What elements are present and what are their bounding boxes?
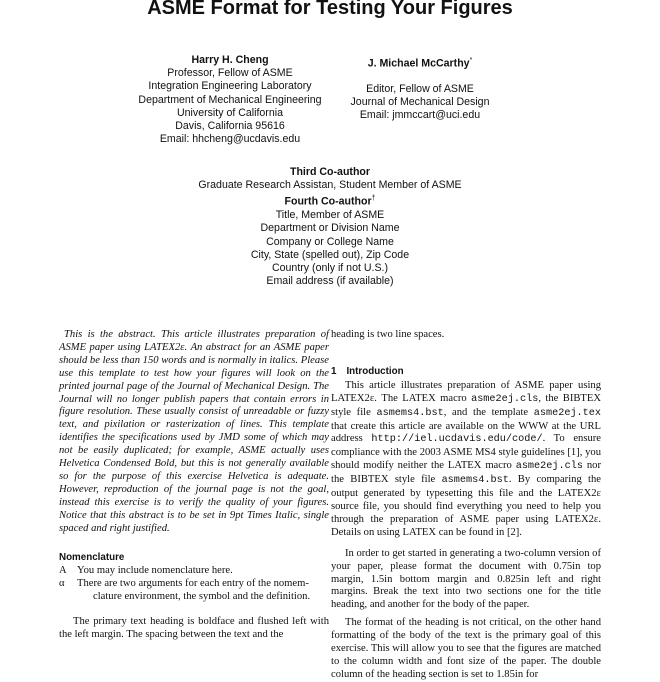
author-email: Email: hhcheng@ucdavis.edu bbox=[159, 133, 301, 146]
author-affiliation-line: Editor, Fellow of ASME bbox=[366, 82, 474, 95]
body-paragraph: This article illustrates preparation of ASME paper using LATEX2ε. The LATEX macro asme2ej.cls, the BIBTEX style file asmems4.bst, and the template asme2ej.tex that create this article are available on the WWW at the URL address http://iel.ucdavis.edu/code/. To ensure compliance with the 2003 ASME MS4 style guidelines [1], you should modify neither the LATEX macro asme2ej.cls nor the BIBTEX style file asmems4.bst. By comparing the output generated by typesetting this file and the LATEX2ε source file, you should find everything you need to help you through the preparation of ASME paper using LATEX2ε. Details on using LATEX can be found in [2]. bbox=[331, 379, 602, 538]
nomenclature-item bbox=[59, 565, 329, 578]
author-name: J. Michael McCarthy* bbox=[367, 57, 473, 70]
author-affiliation-line: Journal of Mechanical Design bbox=[350, 95, 490, 108]
author-block-1 bbox=[120, 54, 340, 146]
url-text: http://iel.ucdavis.edu/code/ bbox=[371, 434, 543, 446]
code-text: asme2ej.cls bbox=[471, 393, 539, 405]
right-column bbox=[331, 329, 601, 682]
author-email: Email address (if available) bbox=[266, 275, 394, 288]
author-affiliation-line: Professor, Fellow of ASME bbox=[167, 67, 293, 80]
author-block-2 bbox=[325, 54, 515, 122]
footnote-mark: † bbox=[371, 195, 376, 203]
author-name: Third Co-author bbox=[289, 166, 371, 178]
author-affiliation-line: Integration Engineering Laboratory bbox=[148, 80, 312, 93]
abstract: This is the abstract. This article illustrates preparation of ASME paper using LATEX2ε. An abstract for an ASME paper should be less than 150 words and is normally in italics. Please use this template to test how your figures will look on the printed journal page of the Journal of Mechanical Design. The Journal will no longer publish papers that contain errors in figure resolution. These usually consist of unreadable or fuzzy text, and pixilation or rasterization of lines. This template identifies the specifications used by JMD some of which may not be easily duplicated; for example, ASME actually uses Helvetica Condensed Bold, but this is not generally available so for the purpose of this exercise Helvetica is adequate. However, reproduction of the journal page is not the goal, instead this exercise is to verify the quality of your figures. Notice that this abstract is to be set in 9pt Times Italic, single spaced and right justified. bbox=[59, 329, 329, 534]
nomenclature-definition: You may include nomenclature here. bbox=[77, 565, 233, 577]
nomenclature-symbol: α bbox=[59, 578, 65, 590]
code-text: asmems4.bst bbox=[376, 407, 444, 419]
author-name: Fourth Co-author† bbox=[284, 195, 376, 208]
footnote-mark: * bbox=[469, 57, 473, 64]
nomenclature-heading: Nomenclature bbox=[59, 551, 125, 563]
left-column bbox=[59, 329, 329, 642]
body-paragraph: In order to get started in generating a two-column version of your paper, please format the document with 0.75in top margin, 1.5in bottom margin and 0.825in left and right margins. Break the text into two sections one for the title heading, and another for the body of the paper. bbox=[331, 547, 601, 611]
author-affiliation-line: Title, Member of ASME bbox=[275, 209, 385, 222]
body-paragraph: The primary text heading is boldface and flushed left with the left margin. The spacing between the text and the bbox=[59, 616, 329, 641]
paper-title: ASME Format for Testing Your Figures bbox=[147, 0, 513, 19]
section-title: Introduction bbox=[346, 365, 404, 377]
body-paragraph: The format of the heading is not critical, on the other hand formatting of the body of the text is the primary goal of this exercise. This will allow you to see that the figures are matched to the column width and font size of the paper. The double column of the heading section is set to 1.85in for bbox=[331, 617, 601, 680]
nomenclature-item bbox=[59, 578, 329, 604]
author-email: Email: jmmccart@uci.edu bbox=[359, 109, 481, 122]
author-affiliation-line: Company or College Name bbox=[266, 235, 394, 248]
author-affiliation-line: University of California bbox=[177, 106, 283, 119]
section-heading-introduction bbox=[331, 366, 601, 379]
author-block-3-4 bbox=[130, 166, 530, 288]
nomenclature-definition: There are two arguments for each entry of the nomem- clature environment, the symbol and the definition. bbox=[77, 578, 311, 603]
author-name: Harry H. Cheng bbox=[191, 54, 269, 66]
author-affiliation-line: Country (only if not U.S.) bbox=[272, 261, 388, 274]
author-affiliation-line: Graduate Research Assistan, Student Member of ASME bbox=[198, 179, 462, 192]
nomenclature-symbol: A bbox=[59, 565, 67, 577]
code-text: asme2ej.tex bbox=[533, 407, 602, 419]
body-paragraph-continuation: heading is two line spaces. bbox=[331, 329, 445, 340]
author-affiliation-line: City, State (spelled out), Zip Code bbox=[250, 248, 410, 261]
author-affiliation-line: Davis, California 95616 bbox=[175, 120, 285, 133]
author-affiliation-line: Department of Mechanical Engineering bbox=[138, 93, 322, 106]
code-text: asmems4.bst bbox=[441, 475, 509, 487]
code-text: asme2ej.cls bbox=[515, 461, 583, 473]
author-affiliation-line: Department or Division Name bbox=[260, 222, 400, 235]
section-number: 1 bbox=[331, 365, 337, 377]
